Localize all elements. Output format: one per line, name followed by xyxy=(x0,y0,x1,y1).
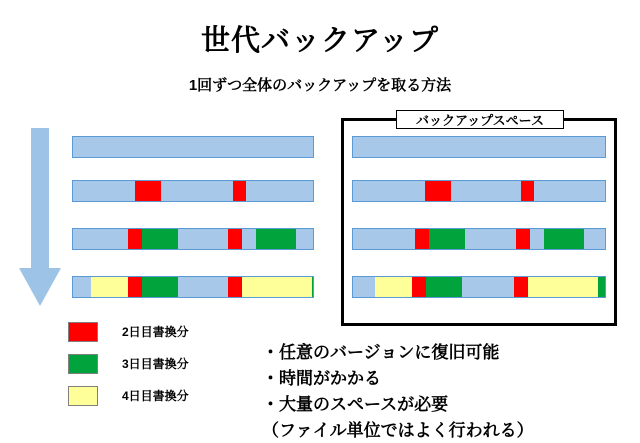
bar-segment xyxy=(233,181,246,201)
legend-swatch xyxy=(68,354,98,374)
bar-segment xyxy=(242,277,312,297)
bar-segment xyxy=(412,277,426,297)
page-title: 世代バックアップ xyxy=(201,25,439,57)
backup-space-label: バックアップスペース xyxy=(396,110,564,129)
legend-label: 3日目書換分 xyxy=(122,357,189,371)
day2-bar xyxy=(72,180,314,202)
legend-swatch xyxy=(68,322,98,342)
legend-swatch xyxy=(68,386,98,406)
bar-segment xyxy=(312,277,314,297)
day3-bar xyxy=(72,228,314,250)
bar-segment xyxy=(415,229,429,249)
bar-segment xyxy=(142,229,178,249)
bar-segment xyxy=(429,229,465,249)
bar-segment xyxy=(375,277,412,297)
bar-segment xyxy=(142,277,178,297)
bar-segment xyxy=(426,277,462,297)
note-item: ・時間がかかる xyxy=(262,369,381,388)
note-item: ・大量のスペースが必要 xyxy=(262,395,449,414)
space-day3-bar xyxy=(352,228,606,250)
bar-segment xyxy=(516,229,530,249)
bar-segment xyxy=(228,229,242,249)
bar-segment xyxy=(228,277,242,297)
bar-segment xyxy=(528,277,598,297)
space-day1-bar xyxy=(352,136,606,158)
legend-label: 4日目書換分 xyxy=(122,389,189,403)
bar-segment xyxy=(514,277,528,297)
bar-segment xyxy=(91,277,128,297)
page-subtitle: 1回ずつ全体のバックアップを取る方法 xyxy=(188,77,452,94)
bar-segment xyxy=(128,277,142,297)
bar-segment xyxy=(425,181,451,201)
legend-label: 2日目書換分 xyxy=(122,325,189,339)
bar-segment xyxy=(544,229,584,249)
bar-segment xyxy=(256,229,296,249)
space-day2-bar xyxy=(352,180,606,202)
note-item: ・任意のバージョンに復旧可能 xyxy=(262,343,500,362)
note-item: （ファイル単位ではよく行われる） xyxy=(262,421,534,440)
day4-bar xyxy=(72,276,314,298)
space-day4-bar xyxy=(352,276,606,298)
bar-segment xyxy=(135,181,161,201)
bar-segment xyxy=(598,277,606,297)
bar-segment xyxy=(128,229,142,249)
down-arrow-icon xyxy=(18,128,62,308)
day1-bar xyxy=(72,136,314,158)
bar-segment xyxy=(521,181,534,201)
